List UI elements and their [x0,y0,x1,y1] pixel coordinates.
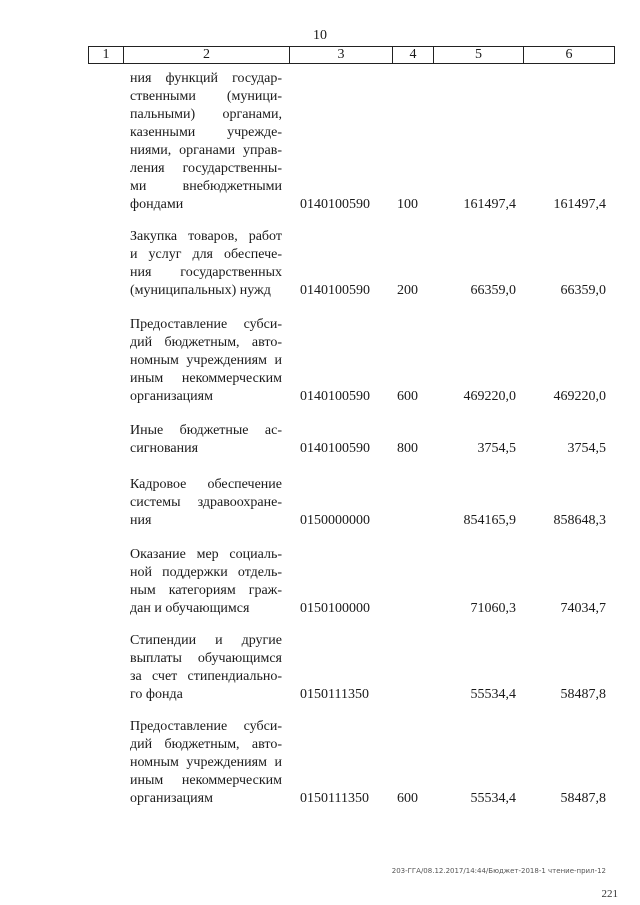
row-value-2019: 858648,3 [553,513,606,528]
row-description [130,316,282,406]
table-row [0,718,640,808]
description-line: системы здравоохране- [130,495,282,510]
table-row [0,316,640,406]
row-value-2019: 58487,8 [560,791,606,806]
row-value-2019: 58487,8 [560,687,606,702]
row-description [130,422,282,458]
description-line: дий бюджетным, авто- [130,737,282,752]
description-line: дан и обучающимся [130,601,250,616]
row-value-2018: 71060,3 [470,601,516,616]
description-line: иным некоммерческим [130,371,282,386]
description-line: номным учреждениям и [130,755,282,770]
description-line: Кадровое обеспечение [130,477,282,492]
description-line: го фонда [130,687,183,702]
row-expense-type: 800 [397,441,418,456]
description-line: номным учреждениям и [130,353,282,368]
row-value-2018: 55534,4 [470,791,516,806]
row-code: 0140100590 [300,389,370,404]
description-line: ния [130,513,152,528]
row-expense-type: 200 [397,283,418,298]
description-line: Иные бюджетные ас- [130,423,282,438]
description-line: за счет стипендиально- [130,669,282,684]
description-line: (муниципальных) нужд [130,283,271,298]
table-row [0,422,640,458]
description-line: ной поддержки отдель- [130,565,282,580]
description-line: пальными) органами, [130,107,282,122]
description-line: иным некоммерческим [130,773,282,788]
row-code: 0150100000 [300,601,370,616]
column-header-2: 2 [124,47,290,64]
description-line: казенными учрежде- [130,125,282,140]
row-value-2019: 161497,4 [553,197,606,212]
table-row [0,228,640,300]
row-value-2018: 66359,0 [470,283,516,298]
row-description [130,632,282,704]
row-description [130,718,282,808]
row-expense-type: 600 [397,791,418,806]
row-value-2018: 55534,4 [470,687,516,702]
row-value-2019: 74034,7 [560,601,606,616]
description-line: выплаты обучающимся [130,651,282,666]
row-code: 0140100590 [300,197,370,212]
column-header-4: 4 [393,47,434,64]
corner-number: 221 [601,888,618,900]
description-line: организациям [130,389,213,404]
description-line: сигнования [130,441,199,456]
row-value-2019: 469220,0 [553,389,606,404]
column-header-6: 6 [524,47,615,64]
column-header-1: 1 [89,47,124,64]
row-description [130,228,282,300]
row-description [130,70,282,214]
description-line: ственными (муници- [130,89,282,104]
row-value-2019: 66359,0 [560,283,606,298]
description-line: организациям [130,791,213,806]
table-row [0,476,640,530]
table-row [0,632,640,704]
footer-stamp: 203-ГГА/08.12.2017/14:44/Бюджет-2018-1 чтение-прил-12 [391,867,606,875]
description-line: ния функций государ- [130,71,282,86]
table-row [0,546,640,618]
row-expense-type: 100 [397,197,418,212]
description-line: ниями, органами управ- [130,143,282,158]
description-line: Закупка товаров, работ [130,229,282,244]
description-line: ления государственны- [130,161,282,176]
row-value-2018: 854165,9 [463,513,516,528]
column-header-5: 5 [434,47,524,64]
row-value-2018: 469220,0 [463,389,516,404]
description-line: ния государственных [130,265,282,280]
table-row [0,70,640,214]
description-line: Оказание мер социаль- [130,547,282,562]
description-line: дий бюджетным, авто- [130,335,282,350]
row-code: 0140100590 [300,441,370,456]
row-value-2018: 3754,5 [477,441,516,456]
row-code: 0140100590 [300,283,370,298]
row-code: 0150111350 [300,687,369,702]
description-line: фондами [130,197,184,212]
row-value-2019: 3754,5 [567,441,606,456]
row-description [130,476,282,530]
column-header-table [88,46,615,64]
row-description [130,546,282,618]
row-code: 0150111350 [300,791,369,806]
description-line: ным категориям граж- [130,583,282,598]
row-expense-type: 600 [397,389,418,404]
row-code: 0150000000 [300,513,370,528]
description-line: и услуг для обеспече- [130,247,282,262]
description-line: Предоставление субси- [130,317,282,332]
description-line: ми внебюджетными [130,179,282,194]
description-line: Стипендии и другие [130,633,282,648]
column-header-row [89,47,615,64]
row-value-2018: 161497,4 [463,197,516,212]
page-number: 10 [313,28,327,43]
column-header-3: 3 [290,47,393,64]
description-line: Предоставление субси- [130,719,282,734]
